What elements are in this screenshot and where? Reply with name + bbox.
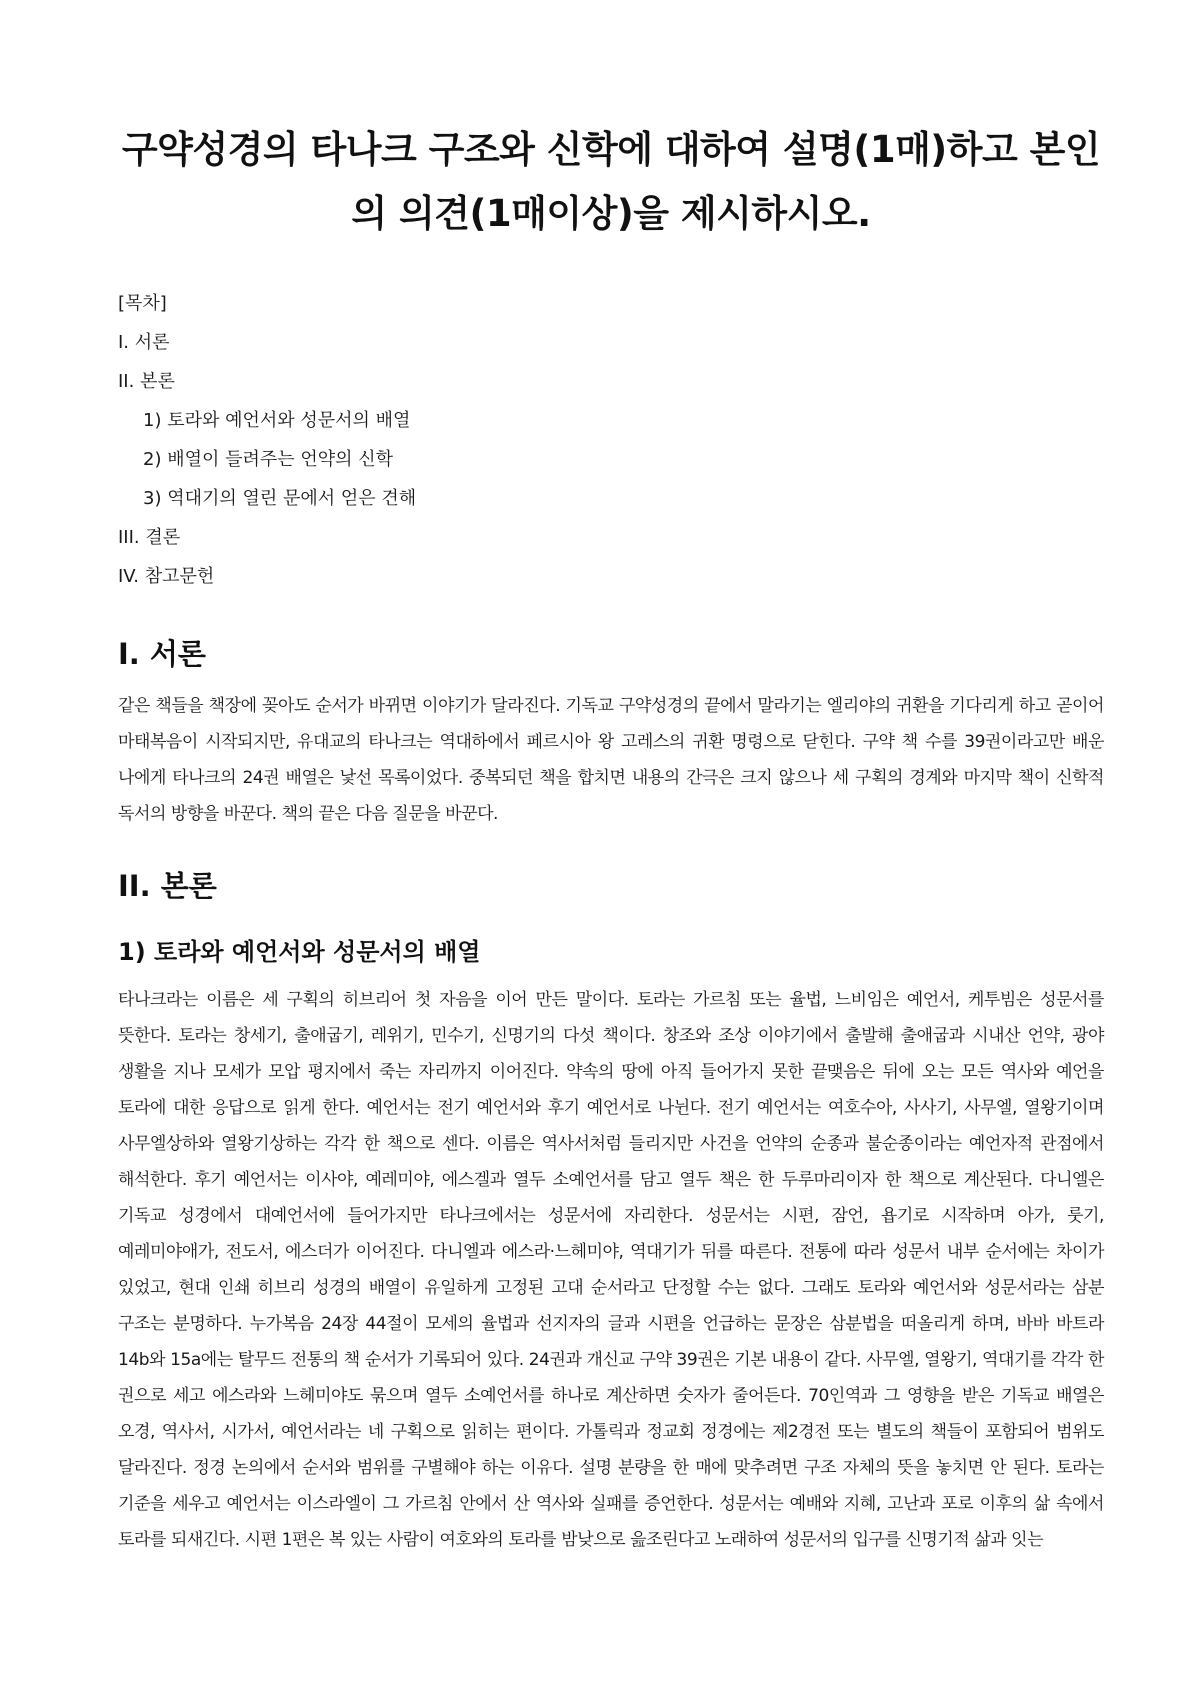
- intro-section: [118, 634, 1104, 832]
- toc-item-body-1: 1) 토라와 예언서와 성문서의 배열: [143, 410, 411, 431]
- document-title: 구약성경의 타나크 구조와 신학에 대하여 설명(1매)하고 본인의 의견(1매이상)을 제시하시오.: [121, 128, 1101, 235]
- toc-item-references: IV. 참고문헌: [118, 566, 215, 587]
- body-section: [118, 866, 1104, 1558]
- toc-item-body: II. 본론: [118, 371, 175, 392]
- intro-heading: I. 서론: [118, 637, 206, 671]
- toc-item-body-3: 3) 역대기의 열린 문에서 얻은 견해: [143, 488, 417, 509]
- toc-item-conclusion: III. 결론: [118, 527, 181, 548]
- toc-item-intro: I. 서론: [118, 332, 170, 353]
- intro-paragraph: 같은 책들을 책장에 꽂아도 순서가 바뀌면 이야기가 달라진다. 기독교 구약성경의 끝에서 말라기는 엘리야의 귀환을 기다리게 하고 곧이어 마태복음이 시작되지만, 유대교의 타나크는 역대하에서 페르시아 왕 고레스의 귀환 명령으로 닫힌다. 구약 책 수를 39권이라고만 배운 나에게 타나크의 24권 배열은 낯선 목록이었다. 중복되던 책을 합치면 내용의 간극은 크지 않으나 세 구획의 경계와 마지막 책이 신학적 독서의 방향을 바꾼다. 책의 끝은 다음 질문을 바꾼다.: [118, 696, 1104, 824]
- body-sub1-heading: 1) 토라와 예언서와 성문서의 배열: [118, 938, 481, 966]
- toc-heading: [목차]: [118, 293, 167, 314]
- body-sub1-paragraph: 타나크라는 이름은 세 구획의 히브리어 첫 자음을 이어 만든 말이다. 토라는 가르침 또는 율법, 느비임은 예언서, 케투빔은 성문서를 뜻한다. 토라는 창세기, 출애굽기, 레위기, 민수기, 신명기의 다섯 책이다. 창조와 조상 이야기에서 출발해 출애굽과 시내산 언약, 광야 생활을 지나 모세가 모압 평지에서 죽는 자리까지 이어진다. 약속의 땅에 아직 들어가지 못한 끝맺음은 뒤에 오는 모든 역사와 예언을 토라에 대한 응답으로 읽게 한다. 예언서는 전기 예언서와 후기 예언서로 나뉜다. 전기 예언서는 여호수아, 사사기, 사무엘, 열왕기이며 사무엘상하와 열왕기상하는 각각 한 책으로 센다. 이름은 역사서처럼 들리지만 사건을 언약의 순종과 불순종이라는 예언자적 관점에서 해석한다. 후기 예언서는 이사야, 예레미야, 에스겔과 열두 소예언서를 담고 열두 책은 한 두루마리이자 한 책으로 계산된다. 다니엘은 기독교 성경에서 대예언서에 들어가지만 타나크에서는 성문서에 자리한다. 성문서는 시편, 잠언, 욥기로 시작하며 아가, 룻기, 예레미야애가, 전도서, 에스더가 이어진다. 다니엘과 에스라·느헤미야, 역대기가 뒤를 따른다. 전통에 따라 성문서 내부 순서에는 차이가 있었고, 현대 인쇄 히브리 성경의 배열이 유일하게 고정된 고대 순서라고 단정할 수는 없다. 그래도 토라와 예언서와 성문서라는 삼분 구조는 분명하다. 누가복음 24장 44절이 모세의 율법과 선지자의 글과 시편을 언급하는 문장은 삼분법을 떠올리게 하며, 바바 바트라 14b와 15a에는 탈무드 전통의 책 순서가 기록되어 있다. 24권과 개신교 구약 39권은 기본 내용이 같다. 사무엘, 열왕기, 역대기를 각각 한 권으로 세고 에스라와 느헤미야도 묶으며 열두 소예언서를 하나로 계산하면 숫자가 줄어든다. 70인역과 그 영향을 받은 기독교 배열은 오경, 역사서, 시가서, 예언서라는 네 구획으로 읽히는 편이다. 가톨릭과 정교회 정경에는 제2경전 또는 별도의 책들이 포함되어 범위도 달라진다. 정경 논의에서 순서와 범위를 구별해야 하는 이유다. 설명 분량을 한 매에 맞추려면 구조 자체의 뜻을 놓치면 안 된다. 토라는 기준을 세우고 예언서는 이스라엘이 그 가르침 안에서 산 역사와 실패를 증언한다. 성문서는 예배와 지혜, 고난과 포로 이후의 삶 속에서 토라를 되새긴다. 시편 1편은 복 있는 사람이 여호와의 토라를 밤낮으로 읊조린다고 노래하여 성문서의 입구를 신명기적 삶과 잇는: [118, 990, 1105, 1550]
- table-of-contents: [118, 284, 1104, 596]
- toc-item-body-2: 2) 배열이 들려주는 언약의 신학: [143, 449, 394, 470]
- body-heading: II. 본론: [118, 869, 217, 903]
